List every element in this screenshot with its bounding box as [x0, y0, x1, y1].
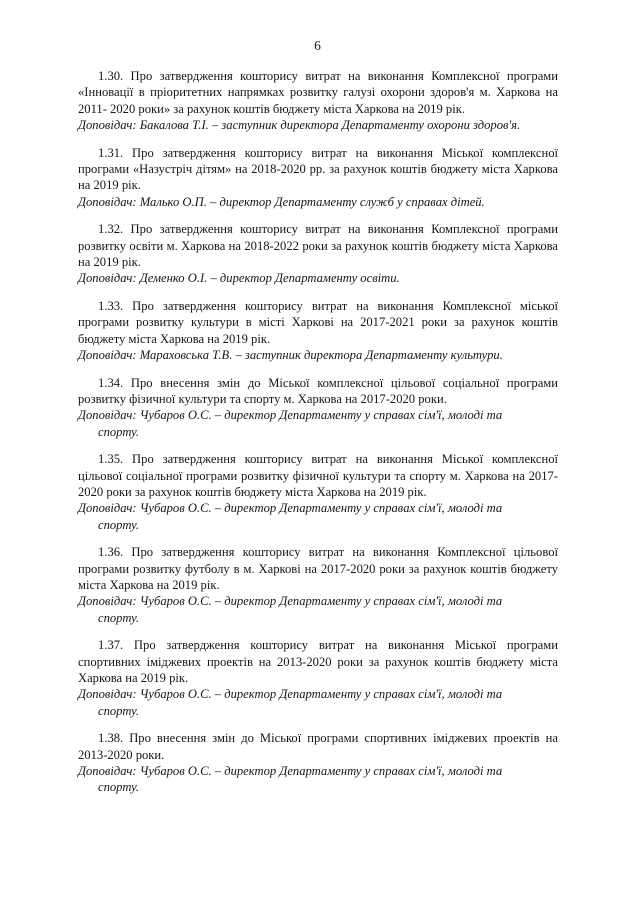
agenda-item [78, 544, 558, 626]
agenda-item-speaker [78, 500, 558, 533]
speaker-line-continued: спорту. [98, 703, 140, 718]
agenda-item [78, 637, 558, 719]
agenda-item-text: 1.37. Про затвердження кошторису витрат на виконання Міської програми спортивних іміджевих проектів на 2013-2020 роки за рахунок коштів бюджету міста Харкова на 2019 рік. [78, 638, 558, 685]
agenda-item [78, 730, 558, 796]
agenda-item-speaker [78, 763, 558, 796]
speaker-line: Доповідач: Чубаров О.С. – директор Департаменту у справах сім'ї, молоді та [78, 687, 503, 702]
agenda-item-text: 1.31. Про затвердження кошторису витрат на виконання Міської комплексної програми «Назустріч дітям» на 2018-2020 рр. за рахунок коштів бюджету міста Харкова на 2019 рік. [78, 145, 558, 193]
agenda-item-speaker [78, 593, 558, 626]
speaker-line: Доповідач: Чубаров О.С. – директор Департаменту у справах сім'ї, молоді та [78, 501, 503, 516]
agenda-item-text: 1.38. Про внесення змін до Міської програми спортивних іміджевих проектів на 2013-2020 роки. [78, 731, 558, 762]
agenda-item [78, 221, 558, 287]
agenda-item-text: 1.30. Про затвердження кошторису витрат на виконання Комплексної програми «Інновації в пріоритетних напрямках розвитку галузі охорони здоров'я м. Харкова на 2011- 2020 роки» за рахунок коштів бюджету міста Харкова на 2019 рік. [78, 69, 558, 116]
agenda-item-speaker [78, 194, 558, 210]
speaker-line: Доповідач: Чубаров О.С. – директор Департаменту у справах сім'ї, молоді та [78, 594, 503, 609]
agenda-item-text: 1.32. Про затвердження кошторису витрат на виконання Комплексної програми розвитку освіти м. Харкова на 2018-2022 роки за рахунок коштів бюджету міста Харкова на 2019 рік. [78, 222, 558, 270]
speaker-line-continued: спорту. [98, 517, 140, 532]
agenda-item-speaker [78, 686, 558, 719]
agenda-item-text: 1.33. Про затвердження кошторису витрат на виконання Комплексної міської програми розвитку культури в місті Харкові на 2017-2021 роки за рахунок коштів бюджету міста Харкова на 2019 рік. [78, 298, 558, 346]
speaker-line: Доповідач: Мараховська Т.В. – заступник директора Департаменту культури. [78, 348, 503, 363]
speaker-line: Доповідач: Бакалова Т.І. – заступник директора Департаменту охорони здоров'я. [78, 118, 521, 133]
agenda-item-speaker [78, 117, 558, 133]
page-number: 6 [314, 38, 321, 53]
agenda-item-text: 1.34. Про внесення змін до Міської комплексної цільової соціальної програми розвитку фізичної культури та спорту м. Харкова на 2017-2020 роки. [78, 375, 558, 406]
agenda-item-text: 1.35. Про затвердження кошторису витрат на виконання Міської комплексної цільової соціальної програми розвитку фізичної культури та спорту м. Харкова на 2017-2020 роки за рахунок коштів бюджету міста Харкова на 2019 рік. [78, 452, 558, 499]
agenda-item-speaker [78, 270, 558, 286]
agenda-item [78, 375, 558, 441]
agenda-item [78, 68, 558, 134]
document-body [78, 68, 558, 807]
speaker-line: Доповідач: Малько О.П. – директор Департаменту служб у справах дітей. [78, 194, 485, 209]
agenda-item [78, 451, 558, 533]
speaker-line-continued: спорту. [98, 424, 140, 439]
agenda-item [78, 298, 558, 364]
speaker-line: Доповідач: Деменко О.І. – директор Департаменту освіти. [78, 271, 400, 286]
agenda-item-speaker [78, 347, 558, 363]
speaker-line: Доповідач: Чубаров О.С. – директор Департаменту у справах сім'ї, молоді та [78, 408, 503, 423]
agenda-item-text: 1.36. Про затвердження кошторису витрат на виконання Комплексної цільової програми розвитку футболу в м. Харкові на 2017-2020 роки за рахунок коштів бюджету міста Харкова на 2019 рік. [78, 545, 558, 592]
speaker-line-continued: спорту. [98, 610, 140, 625]
speaker-line: Доповідач: Чубаров О.С. – директор Департаменту у справах сім'ї, молоді та [78, 764, 503, 779]
agenda-item [78, 145, 558, 211]
speaker-line-continued: спорту. [98, 780, 140, 795]
agenda-item-speaker [78, 407, 558, 440]
